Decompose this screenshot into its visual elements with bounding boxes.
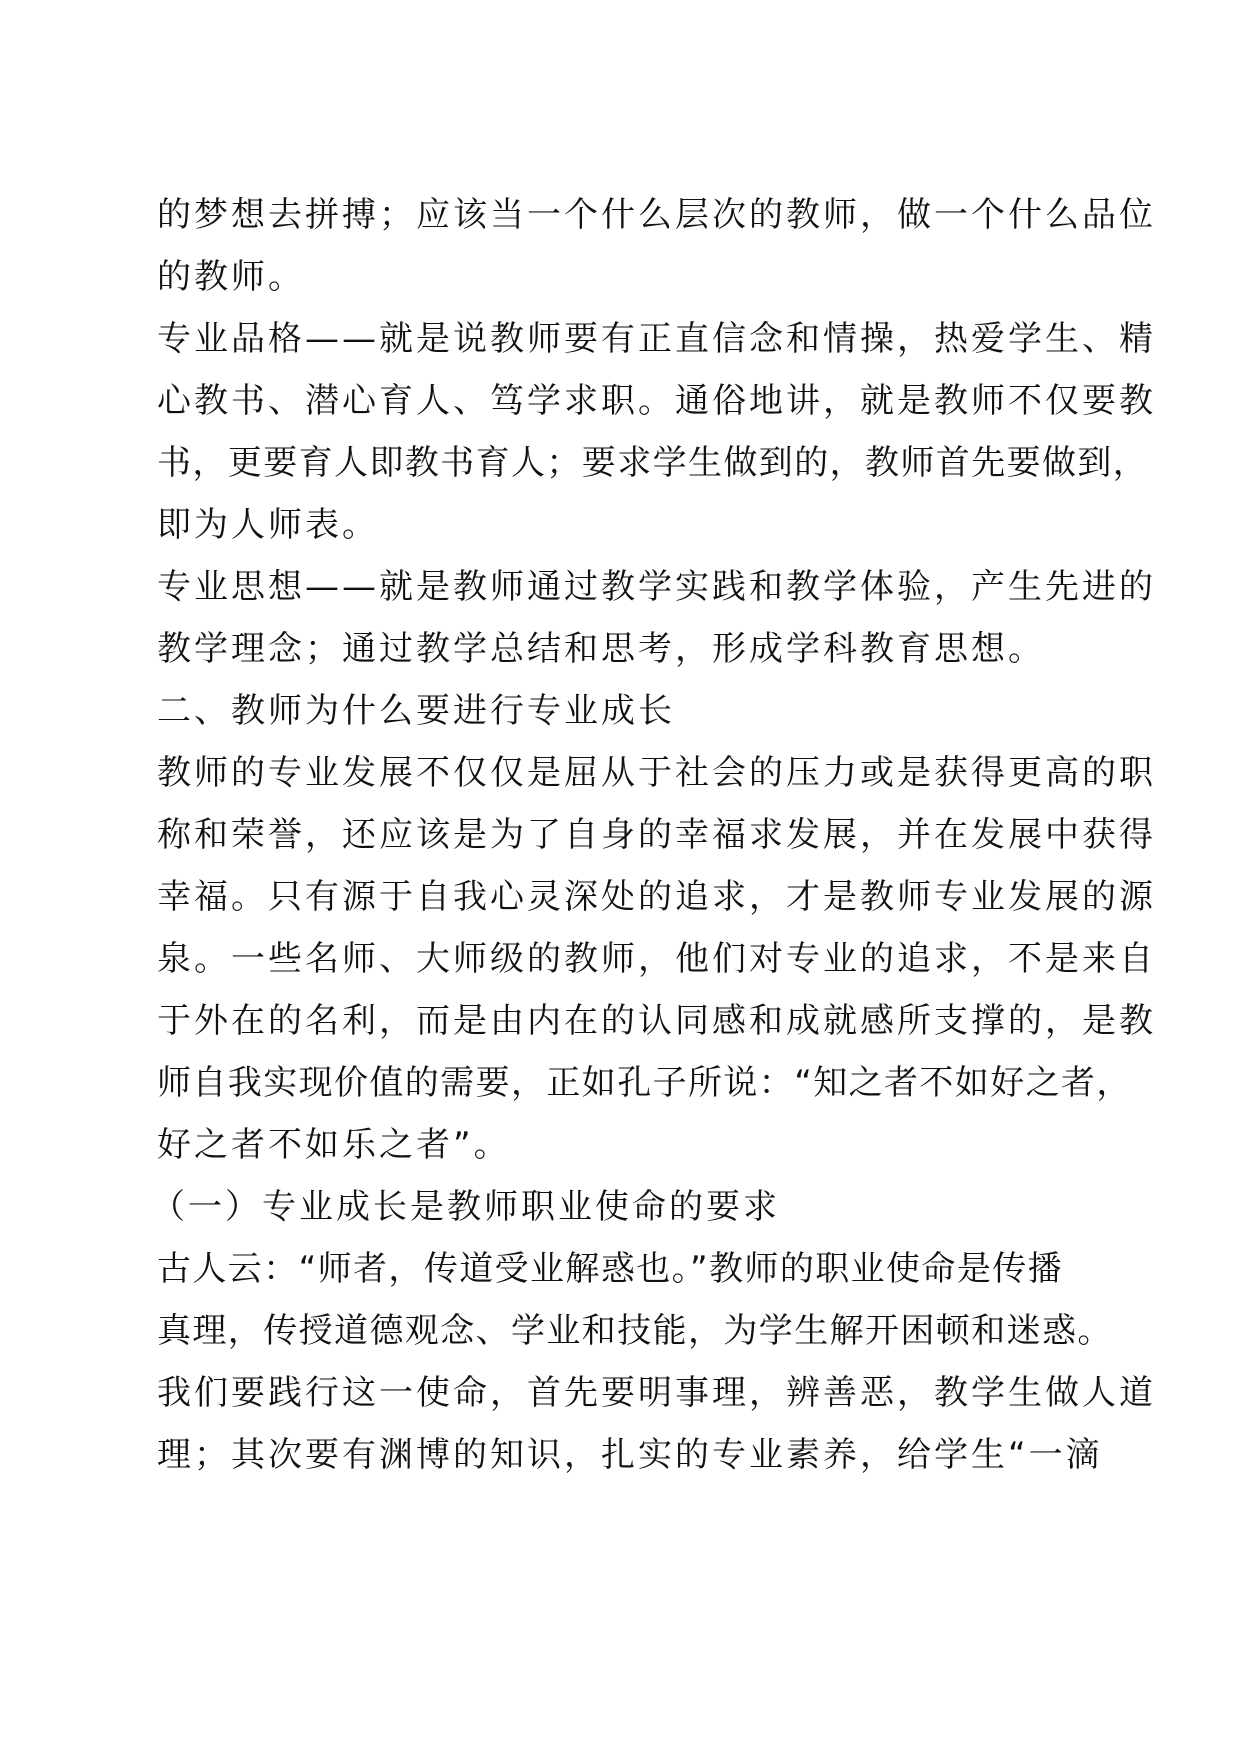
paragraph-line: 真理，传授道德观念、学业和技能，为学生解开困顿和迷惑。 [157,1311,1113,1351]
paragraph-line: 教学理念；通过教学总结和思考，形成学科教育思想。 [157,629,1045,669]
paragraph-line: 古人云：“师者，传道受业解惑也。”教师的职业使命是传播 [157,1249,1064,1289]
paragraph-line: 师自我实现价值的需要，正如孔子所说：“知之者不如好之者， [157,1063,1132,1103]
document-body [151,184,1156,1486]
paragraph-line: 书，更要育人即教书育人；要求学生做到的，教师首先要做到， [157,443,1149,483]
paragraph-line: 心教书、潜心育人、笃学求职。通俗地讲，就是教师不仅要教 [157,381,1156,421]
subsection-heading: （一）专业成长是教师职业使命的要求 [151,1187,780,1227]
paragraph-line: 教师的专业发展不仅仅是屈从于社会的压力或是获得更高的职 [157,753,1156,793]
paragraph-line: 即为人师表。 [157,505,379,545]
paragraph-line: 于外在的名利，而是由内在的认同感和成就感所支撑的，是教 [157,1001,1156,1041]
paragraph-line: 专业品格——就是说教师要有正直信念和情操，热爱学生、精 [157,319,1156,359]
paragraph-line: 泉。一些名师、大师级的教师，他们对专业的追求，不是来自 [157,939,1156,979]
paragraph-line: 专业思想——就是教师通过教学实践和教学体验，产生先进的 [157,567,1156,607]
paragraph-line: 好之者不如乐之者”。 [157,1125,511,1165]
paragraph-line: 称和荣誉，还应该是为了自身的幸福求发展，并在发展中获得 [157,815,1156,855]
paragraph-line: 的教师。 [157,257,305,297]
paragraph-line: 理；其次要有渊博的知识，扎实的专业素养，给学生“一滴 [157,1435,1103,1475]
paragraph-line: 幸福。只有源于自我心灵深处的追求，才是教师专业发展的源 [157,877,1156,917]
paragraph-line: 的梦想去拼搏；应该当一个什么层次的教师，做一个什么品位 [157,195,1156,235]
paragraph-line: 我们要践行这一使命，首先要明事理，辨善恶，教学生做人道 [157,1373,1156,1413]
section-heading: 二、教师为什么要进行专业成长 [157,691,675,731]
